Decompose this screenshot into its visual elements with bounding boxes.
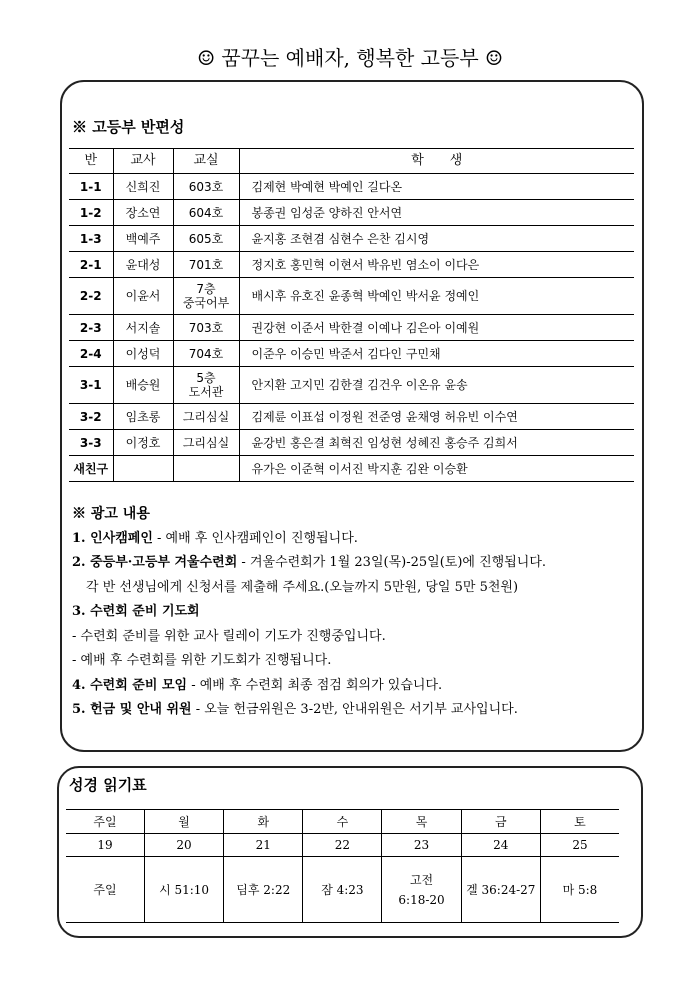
student-list: 김제현 박예현 박예인 길다온 — [239, 174, 634, 200]
teacher-name: 이성덕 — [113, 341, 173, 367]
teacher-name: 신희진 — [113, 174, 173, 200]
class-number: 2-1 — [69, 252, 113, 278]
room-cell — [173, 200, 239, 226]
bible-heading: 성경 읽기표 — [69, 776, 147, 794]
class-row — [69, 200, 634, 226]
ad-item — [72, 527, 546, 552]
room-label: 703호 — [188, 320, 224, 335]
ad-item — [72, 649, 546, 674]
classes-and-ads-panel — [60, 80, 644, 752]
date-cell: 22 — [303, 834, 382, 857]
student-list: 윤지홍 조현겸 심현수 은찬 김시영 — [239, 226, 634, 252]
ad-item-title: 3. 수련회 준비 기도회 — [72, 604, 200, 619]
teacher-name: 서지솔 — [113, 315, 173, 341]
ad-item-text: - 예배 후 수련회를 위한 기도회가 진행됩니다. — [72, 653, 332, 668]
reading-cell: 잠 4:23 — [303, 857, 382, 923]
student-list: 이준우 이승민 박준서 김다인 구민채 — [239, 341, 634, 367]
student-list: 권강현 이준서 박한결 이예나 김은아 이예원 — [239, 315, 634, 341]
room-label: 704호 — [188, 346, 224, 361]
room-cell — [173, 404, 239, 430]
student-list: 김제륜 이표섭 이정원 전준영 윤채영 허유빈 이수연 — [239, 404, 634, 430]
teacher-name — [113, 456, 173, 482]
ad-item-title: 2. 중등부·고등부 겨울수련회 — [72, 555, 238, 570]
class-number: 1-3 — [69, 226, 113, 252]
ad-item-title: 1. 인사캠페인 — [72, 530, 153, 546]
date-cell: 24 — [461, 834, 540, 857]
room-label: 그리심실 — [182, 409, 230, 424]
class-number: 1-1 — [69, 174, 113, 200]
room-label: 605호 — [188, 231, 224, 246]
room-label: 604호 — [188, 205, 224, 220]
room-label: 7층 — [196, 282, 216, 296]
class-number: 3-3 — [69, 430, 113, 456]
day-header: 수 — [303, 810, 382, 834]
room-cell — [173, 174, 239, 200]
class-row — [69, 226, 634, 252]
reading-cell: 시 51:10 — [144, 857, 223, 923]
class-row — [69, 315, 634, 341]
room-label-detail: 중국어부 — [182, 296, 230, 310]
classes-heading: ※ 고등부 반편성 — [72, 118, 185, 136]
class-number: 2-4 — [69, 341, 113, 367]
ad-item — [72, 551, 546, 576]
student-list: 유가은 이준혁 이서진 박지훈 김완 이승환 — [239, 456, 634, 482]
bible-table — [66, 809, 619, 923]
room-cell — [173, 430, 239, 456]
bible-reading-panel — [57, 766, 643, 938]
day-header: 금 — [461, 810, 540, 834]
room-cell — [173, 278, 239, 315]
class-row — [69, 430, 634, 456]
reading-cell: 고전 6:18-20 — [382, 857, 461, 923]
teacher-name: 이정호 — [113, 430, 173, 456]
room-cell — [173, 456, 239, 482]
class-number: 2-3 — [69, 315, 113, 341]
class-row — [69, 278, 634, 315]
ad-item — [72, 600, 546, 625]
reading-cell: 주일 — [66, 857, 144, 923]
day-header: 토 — [540, 810, 619, 834]
student-list: 봉종권 임성준 양하진 안서연 — [239, 200, 634, 226]
teacher-name: 배승원 — [113, 367, 173, 404]
reading-cell: 겔 36:24-27 — [461, 857, 540, 923]
class-row — [69, 252, 634, 278]
header-teacher: 교사 — [113, 149, 173, 174]
room-label: 5층 — [196, 371, 216, 385]
header-ban: 반 — [69, 149, 113, 174]
teacher-name: 장소연 — [113, 200, 173, 226]
class-number: 새친구 — [69, 456, 113, 482]
header-room: 교실 — [173, 149, 239, 174]
teacher-name: 임초롱 — [113, 404, 173, 430]
date-cell: 20 — [144, 834, 223, 857]
page-title: ☺ 꿈꾸는 예배자, 행복한 고등부 ☺ — [197, 46, 503, 70]
teacher-name: 윤대성 — [113, 252, 173, 278]
teacher-name: 이윤서 — [113, 278, 173, 315]
ad-item-text: 각 반 선생님에게 신청서를 제출해 주세요.(오늘까지 5만원, 당일 5만 5천원) — [86, 579, 519, 595]
ad-item-title: 4. 수련회 준비 모임 — [72, 677, 188, 693]
ad-item-text: - 오늘 헌금위원은 3-2반, 안내위원은 서기부 교사입니다. — [191, 702, 518, 717]
date-cell: 25 — [540, 834, 619, 857]
announcements — [72, 502, 546, 723]
student-list: 배시후 유호진 윤종혁 박예인 박서윤 정예인 — [239, 278, 634, 315]
class-table — [69, 148, 634, 482]
teacher-name: 백예주 — [113, 226, 173, 252]
date-cell: 23 — [382, 834, 461, 857]
student-list: 정지호 홍민혁 이현서 박유빈 염소이 이다은 — [239, 252, 634, 278]
date-cell: 19 — [66, 834, 144, 857]
room-cell — [173, 226, 239, 252]
room-cell — [173, 315, 239, 341]
reading-cell: 딤후 2:22 — [224, 857, 303, 923]
header-students: 학 생 — [239, 149, 634, 174]
room-cell — [173, 252, 239, 278]
ad-item-text: - 예배 후 인사캠페인이 진행됩니다. — [152, 530, 358, 546]
student-list: 안지환 고지민 김한결 김건우 이온유 윤송 — [239, 367, 634, 404]
ads-heading: ※ 광고 내용 — [72, 506, 150, 522]
day-header: 목 — [382, 810, 461, 834]
class-row — [69, 456, 634, 482]
class-number: 2-2 — [69, 278, 113, 315]
room-label: 603호 — [188, 179, 224, 194]
ad-item — [72, 674, 546, 699]
ad-item — [72, 625, 546, 650]
room-label-detail: 도서관 — [188, 385, 224, 399]
date-cell: 21 — [224, 834, 303, 857]
day-header: 화 — [224, 810, 303, 834]
ad-item — [72, 576, 546, 601]
day-header: 주일 — [66, 810, 144, 834]
class-row — [69, 174, 634, 200]
room-label: 701호 — [188, 257, 224, 272]
room-label: 그리심실 — [182, 435, 230, 450]
class-number: 3-1 — [69, 367, 113, 404]
room-cell — [173, 341, 239, 367]
class-number: 1-2 — [69, 200, 113, 226]
class-row — [69, 404, 634, 430]
ad-item — [72, 698, 546, 723]
ad-item-title: 5. 헌금 및 안내 위원 — [72, 702, 192, 717]
ad-item-text: - 예배 후 수련회 최종 점검 회의가 있습니다. — [187, 677, 443, 693]
ad-item-text: - 수련회 준비를 위한 교사 릴레이 기도가 진행중입니다. — [72, 628, 386, 644]
class-row — [69, 341, 634, 367]
class-number: 3-2 — [69, 404, 113, 430]
reading-cell: 마 5:8 — [540, 857, 619, 923]
student-list: 윤강빈 홍은결 최혁진 임성현 성혜진 홍승주 김희서 — [239, 430, 634, 456]
class-row — [69, 367, 634, 404]
day-header: 월 — [144, 810, 223, 834]
ad-item-text: - 겨울수련회가 1월 23일(목)-25일(토)에 진행됩니다. — [237, 555, 547, 570]
room-cell — [173, 367, 239, 404]
